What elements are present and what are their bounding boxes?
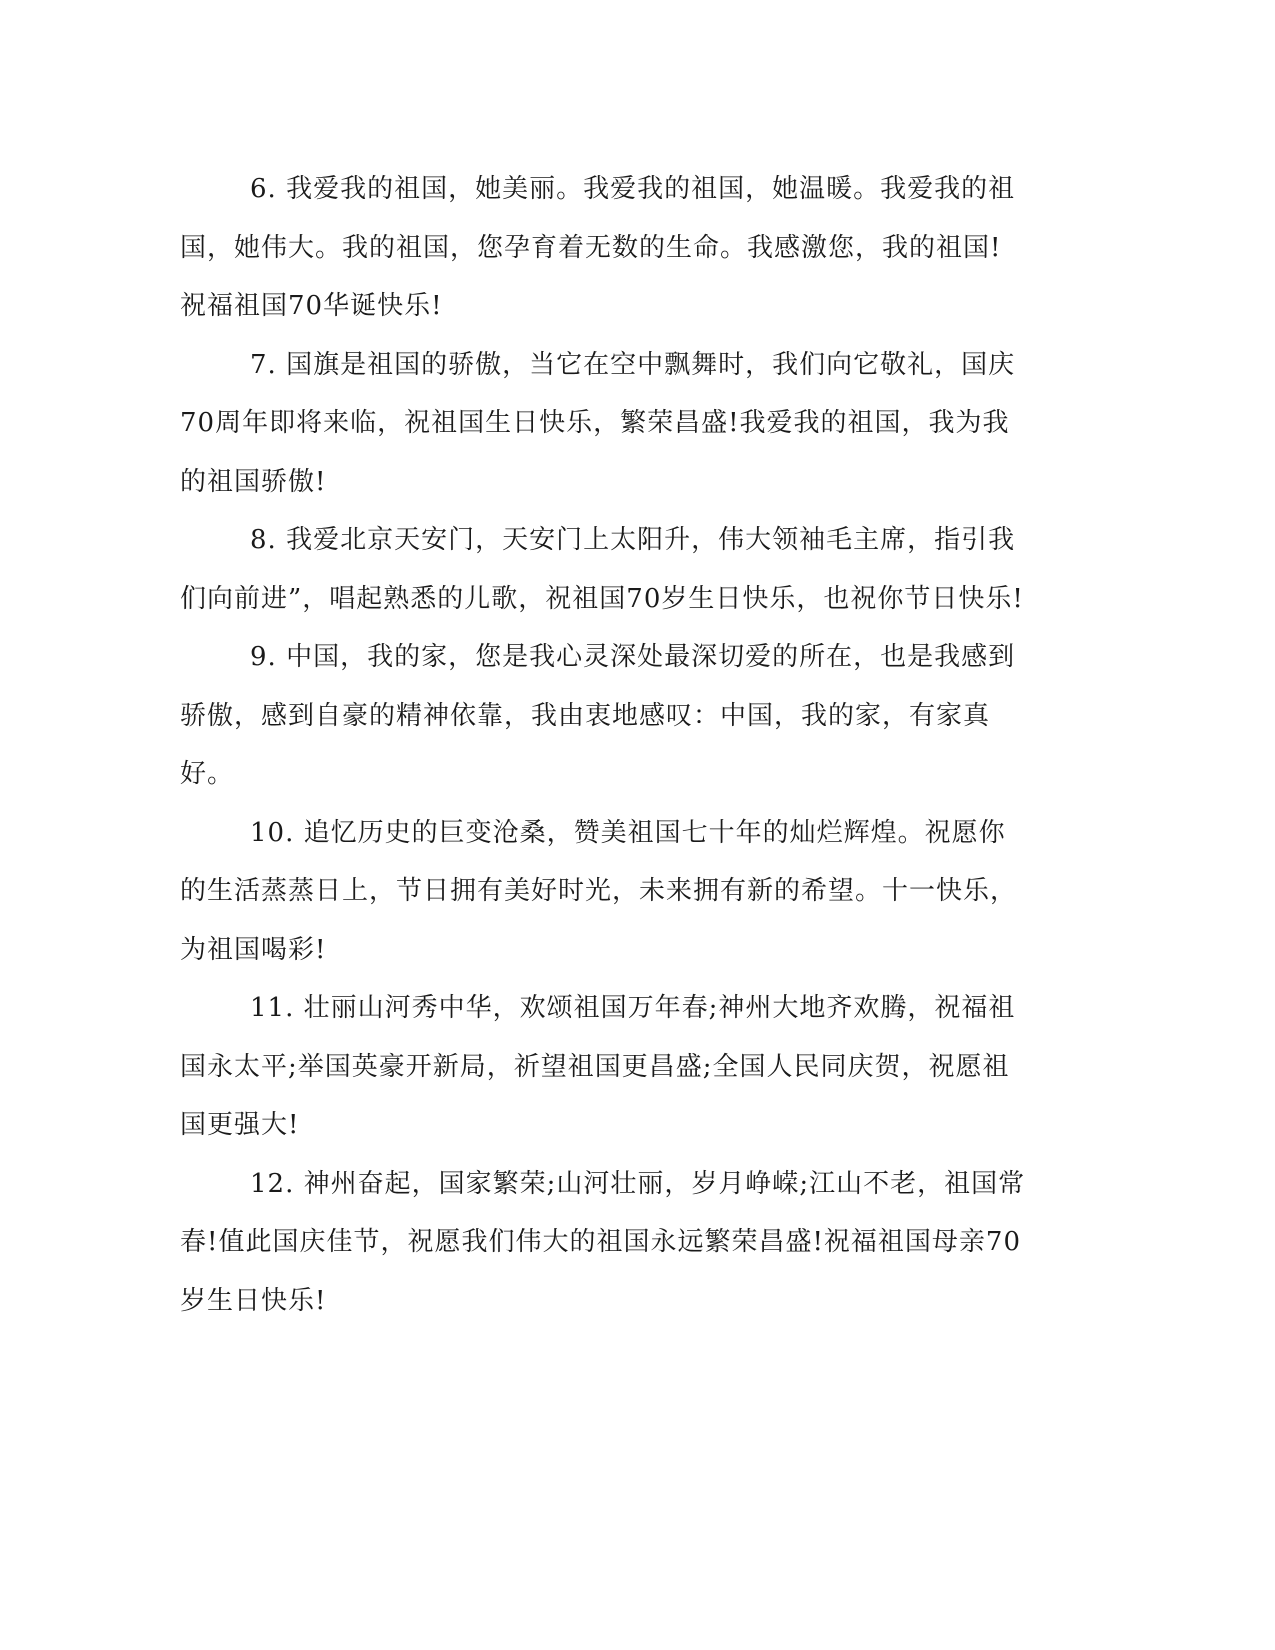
paragraph-9: 9. 中国，我的家，您是我心灵深处最深切爱的所在，也是我感到骄傲，感到自豪的精神依靠，我由衷地感叹：中国，我的家，有家真好。: [180, 642, 1016, 789]
paragraph-8: 8. 我爱北京天安门，天安门上太阳升，伟大领袖毛主席，指引我们向前进”，唱起熟悉的儿歌，祝祖国70岁生日快乐，也祝你节日快乐!: [180, 525, 1024, 614]
paragraph-11: 11. 壮丽山河秀中华，欢颂祖国万年春;神州大地齐欢腾，祝福祖国永太平;举国英豪开新局，祈望祖国更昌盛;全国人民同庆贺，祝愿祖国更强大!: [180, 993, 1016, 1140]
document-body: [180, 160, 1028, 1330]
paragraph-10: 10. 追忆历史的巨变沧桑，赞美祖国七十年的灿烂辉煌。祝愿你的生活蒸蒸日上，节日拥有美好时光，未来拥有新的希望。十一快乐，为祖国喝彩!: [180, 817, 1018, 965]
paragraph-12: 12. 神州奋起，国家繁荣;山河壮丽，岁月峥嵘;江山不老，祖国常春!值此国庆佳节，祝愿我们伟大的祖国永远繁荣昌盛!祝福祖国母亲70岁生日快乐!: [180, 1168, 1026, 1316]
paragraph-6: 6. 我爱我的祖国，她美丽。我爱我的祖国，她温暖。我爱我的祖国，她伟大。我的祖国，您孕育着无数的生命。我感激您，我的祖国!祝福祖国70华诞快乐!: [180, 174, 1016, 321]
paragraph-7: 7. 国旗是祖国的骄傲，当它在空中飘舞时，我们向它敬礼，国庆70周年即将来临，祝祖国生日快乐，繁荣昌盛!我爱我的祖国，我为我的祖国骄傲!: [180, 349, 1016, 497]
